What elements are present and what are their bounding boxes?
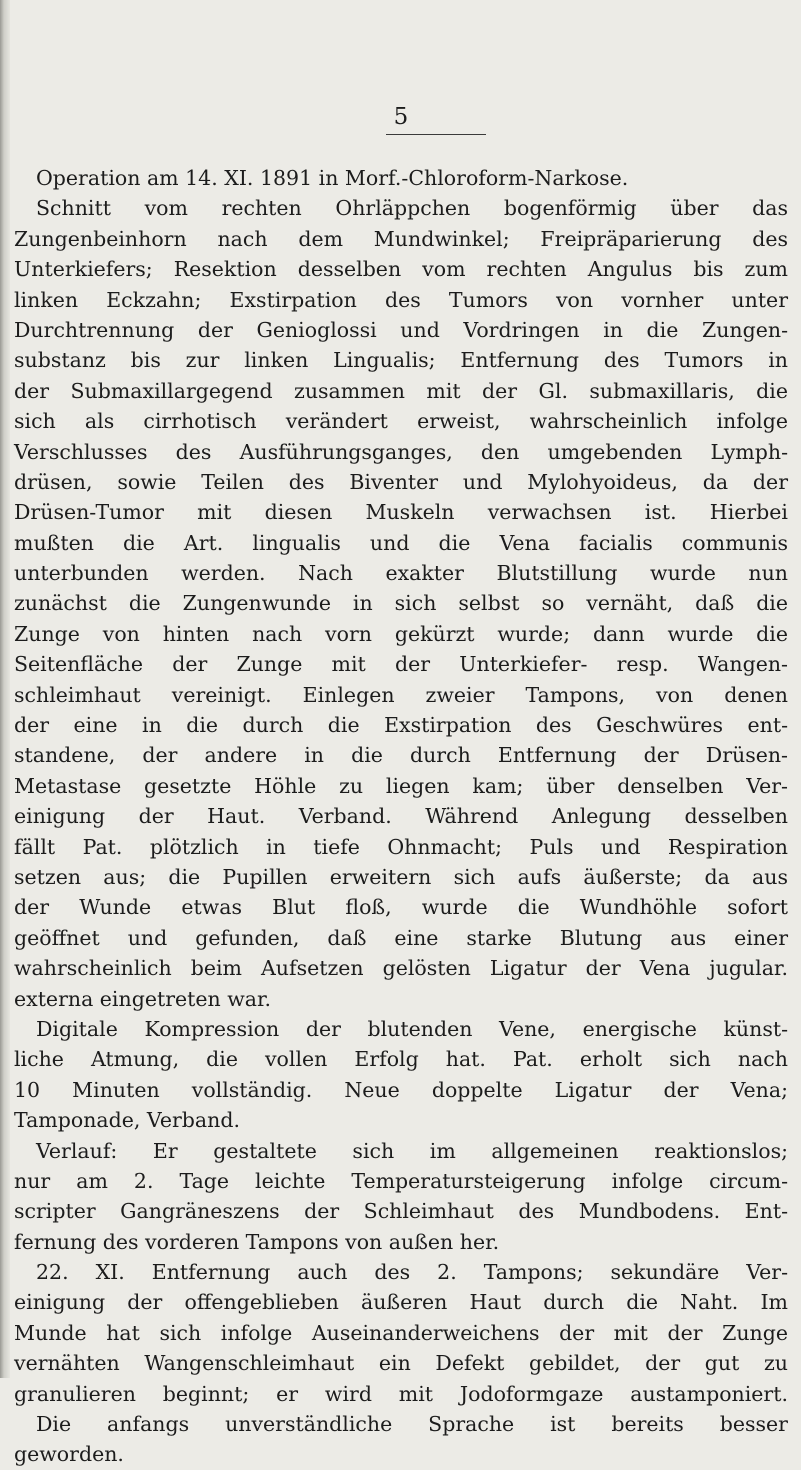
- text-line: Verlauf: Er gestaltete sich im allgemeinen reaktionslos;: [36, 1138, 788, 1163]
- text-line: der eine in die durch die Exstirpation des Geschwüres ent-: [14, 713, 788, 738]
- text-line: Metastase gesetzte Höhle zu liegen kam; über denselben Ver-: [14, 773, 788, 798]
- header-rule: [386, 134, 486, 135]
- text-line: 10 Minuten vollständig. Neue doppelte Ligatur der Vena;: [14, 1077, 788, 1102]
- text-line: fällt Pat. plötzlich in tiefe Ohnmacht; Puls und Respiration: [14, 834, 788, 859]
- text-line: fernung des vorderen Tampons von außen her.: [14, 1229, 500, 1254]
- text-line: externa eingetreten war.: [14, 986, 272, 1011]
- book-binding-edge: [0, 0, 10, 1378]
- text-line: Unterkiefers; Resektion desselben vom rechten Angulus bis zum: [14, 257, 788, 282]
- text-line: zunächst die Zungenwunde in sich selbst so vernäht, daß die: [14, 591, 788, 616]
- text-line: nur am 2. Tage leichte Temperatursteigerung infolge circum-: [14, 1168, 788, 1193]
- text-line: liche Atmung, die vollen Erfolg hat. Pat. erholt sich nach: [14, 1047, 788, 1072]
- text-line: geworden.: [14, 1442, 124, 1467]
- text-line: wahrscheinlich beim Aufsetzen gelösten Ligatur der Vena jugular.: [14, 956, 788, 981]
- text-line: standene, der andere in die durch Entfernung der Drüsen-: [14, 743, 788, 768]
- text-line: Drüsen-Tumor mit diesen Muskeln verwachsen ist. Hierbei: [14, 500, 788, 525]
- text-line: mußten die Art. lingualis und die Vena facialis communis: [14, 530, 788, 555]
- text-line: der Wunde etwas Blut floß, wurde die Wundhöhle sofort: [14, 895, 788, 920]
- text-line: vernähten Wangenschleimhaut ein Defekt gebildet, der gut zu: [14, 1351, 788, 1376]
- text-line: Seitenfläche der Zunge mit der Unterkiefer- resp. Wangen-: [14, 652, 788, 677]
- text-line: schleimhaut vereinigt. Einlegen zweier Tampons, von denen: [14, 682, 788, 707]
- text-line: sich als cirrhotisch verändert erweist, wahrscheinlich infolge: [14, 409, 788, 434]
- text-line: unterbunden werden. Nach exakter Blutstillung wurde nun: [14, 561, 788, 586]
- text-line: linken Eckzahn; Exstirpation des Tumors von vornher unter: [14, 287, 788, 312]
- text-line: substanz bis zur linken Lingualis; Entfernung des Tumors in: [14, 348, 788, 373]
- text-line: scripter Gangräneszens der Schleimhaut des Mundbodens. Ent-: [14, 1199, 788, 1224]
- text-line: drüsen, sowie Teilen des Biventer und Mylohyoideus, da der: [14, 469, 788, 494]
- text-line: Zunge von hinten nach vorn gekürzt wurde; dann wurde die: [14, 621, 788, 646]
- text-line: Operation am 14. XI. 1891 in Morf.-Chloroform-Narkose.: [36, 166, 629, 190]
- text-line: Digitale Kompression der blutenden Vene, energische künst-: [36, 1016, 788, 1041]
- text-line: Tamponade, Verband.: [14, 1108, 240, 1133]
- text-line: der Submaxillargegend zusammen mit der Gl. submaxillaris, die: [14, 378, 788, 403]
- document-page: [14, 0, 788, 1467]
- text-line: Durchtrennung der Genioglossi und Vordringen in die Zungen-: [14, 317, 788, 342]
- page-number: 5: [393, 104, 409, 130]
- text-line: setzen aus; die Pupillen erweitern sich aufs äußerste; da aus: [14, 864, 788, 889]
- body-text: [14, 163, 788, 1470]
- text-line: Munde hat sich infolge Auseinanderweichens der mit der Zunge: [14, 1320, 788, 1345]
- text-line: Schnitt vom rechten Ohrläppchen bogenförmig über das: [36, 196, 788, 221]
- text-line: Zungenbeinhorn nach dem Mundwinkel; Freipräparierung des: [14, 226, 788, 251]
- text-line: einigung der offengeblieben äußeren Haut durch die Naht. Im: [14, 1290, 788, 1315]
- text-line: 22. XI. Entfernung auch des 2. Tampons; sekundäre Ver-: [36, 1260, 788, 1285]
- text-line: granulieren beginnt; er wird mit Jodoformgaze austamponiert.: [14, 1381, 788, 1406]
- text-line: einigung der Haut. Verband. Während Anlegung desselben: [14, 804, 788, 829]
- text-line: geöffnet und gefunden, daß eine starke Blutung aus einer: [14, 925, 788, 950]
- text-line: Die anfangs unverständliche Sprache ist bereits besser: [36, 1412, 788, 1437]
- text-line: Verschlusses des Ausführungsganges, den umgebenden Lymph-: [14, 439, 788, 464]
